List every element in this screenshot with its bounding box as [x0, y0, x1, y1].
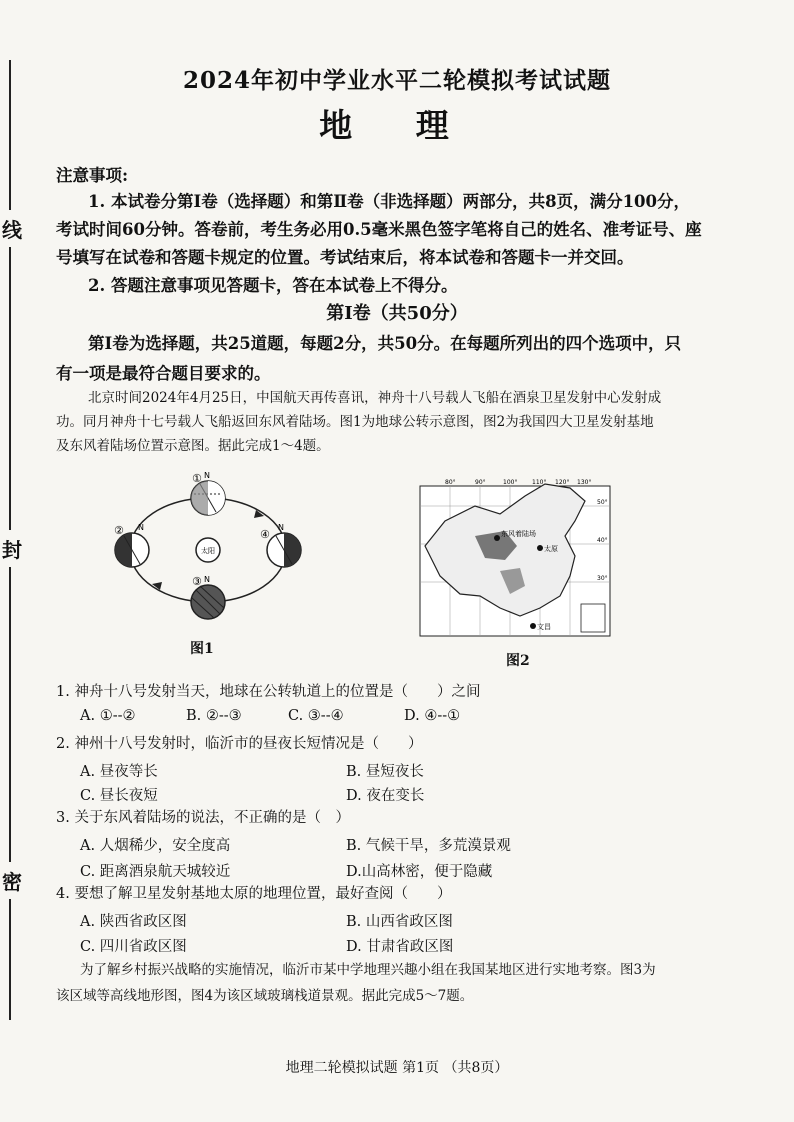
q2-option-d[interactable]: D. 夜在变长: [346, 788, 425, 804]
q1-option-d[interactable]: D. ④--①: [404, 708, 461, 724]
lon-label: 100°: [503, 479, 518, 486]
section1-heading: 第Ⅰ卷（共50分）: [326, 303, 468, 324]
margin-char-mi: 密: [2, 862, 22, 899]
q4-option-c[interactable]: C. 四川省政区图: [80, 939, 187, 955]
lon-label: 120°: [555, 479, 570, 486]
lon-label: 110°: [532, 479, 547, 486]
q4-option-a[interactable]: A. 陕西省政区图: [80, 914, 187, 930]
page-footer: 地理二轮模拟试题 第1页 （共8页）: [285, 1060, 509, 1076]
wenchang-label: 文昌: [537, 623, 551, 631]
margin-char-feng: 封: [2, 530, 22, 567]
sun-label: 太阳: [201, 547, 215, 555]
q2-option-b[interactable]: B. 昼短夜长: [346, 764, 424, 780]
earth-label-2: ②: [114, 524, 124, 537]
intro1-line1: 北京时间2024年4月25日，中国航天再传喜讯，神舟十八号载人飞船在酒泉卫星发射中心发射成: [88, 390, 662, 406]
wenchang-marker: [530, 623, 536, 629]
q3-option-a[interactable]: A. 人烟稀少，安全度高: [80, 838, 231, 854]
subject-title: 地 理: [319, 106, 475, 145]
lon-label: 80°: [445, 479, 456, 486]
question-3-stem: 3. 关于东风着陆场的说法，不正确的是（ ）: [56, 810, 350, 826]
intro1-line2: 功。同月神舟十七号载人飞船返回东风着陆场。图1为地球公转示意图，图2为我国四大卫星发射基地: [56, 414, 654, 430]
q1-option-c[interactable]: C. ③--④: [288, 708, 344, 724]
lon-label: 130°: [577, 479, 592, 486]
q2-option-c[interactable]: C. 昼长夜短: [80, 788, 158, 804]
notice-item1-line1: 1. 本试卷分第Ⅰ卷（选择题）和第Ⅱ卷（非选择题）两部分，共8页，满分100分，: [88, 192, 691, 211]
q1-option-a[interactable]: A. ①--②: [80, 708, 136, 724]
earth-label-4: ④: [260, 528, 270, 541]
lat-label: 40°: [597, 537, 608, 544]
north-label: N: [204, 471, 210, 480]
q3-option-c[interactable]: C. 距离酒泉航天城较近: [80, 864, 231, 880]
north-label: N: [138, 523, 144, 532]
taiyuan-label: 太原: [544, 545, 558, 553]
south-sea-inset: [581, 604, 605, 632]
figure1-caption: 图1: [190, 641, 214, 657]
earth-label-1: ①: [192, 472, 202, 485]
taiyuan-marker: [537, 545, 543, 551]
figure1-orbit-diagram: [108, 470, 308, 630]
question-4-stem: 4. 要想了解卫星发射基地太原的地理位置，最好查阅（ ）: [56, 886, 452, 902]
q4-option-b[interactable]: B. 山西省政区图: [346, 914, 453, 930]
earth-position-3: [191, 575, 225, 619]
q1-option-b[interactable]: B. ②--③: [186, 708, 242, 724]
notice-item1-line2: 考试时间60分钟。答卷前，考生务必用0.5毫米黑色签字笔将自己的姓名、准考证号、座: [56, 220, 702, 239]
q3-option-d[interactable]: D.山高林密，便于隐藏: [346, 864, 493, 880]
lat-label: 50°: [597, 499, 608, 506]
intro1-line3: 及东风着陆场位置示意图。据此完成1～4题。: [56, 438, 330, 454]
notice-item2: 2. 答题注意事项见答题卡，答在本试卷上不得分。: [88, 276, 458, 295]
earth-position-1: [191, 471, 225, 515]
figure2-caption: 图2: [506, 653, 530, 669]
intro2-line1: 为了解乡村振兴战略的实施情况，临沂市某中学地理兴趣小组在我国某地区进行实地考察。图3为: [80, 962, 656, 978]
question-1-stem: 1. 神舟十八号发射当天，地球在公转轨道上的位置是（ ）之间: [56, 684, 481, 700]
q2-option-a[interactable]: A. 昼夜等长: [80, 764, 158, 780]
landing-site-label: 东风着陆场: [501, 530, 536, 538]
question-2-stem: 2. 神州十八号发射时，临沂市的昼夜长短情况是（ ）: [56, 736, 423, 752]
notice-heading: 注意事项:: [56, 166, 129, 185]
landing-site-marker: [494, 535, 500, 541]
earth-position-2: [114, 523, 149, 567]
section1-desc-line2: 有一项是最符合题目要求的。: [56, 364, 271, 383]
q4-option-d[interactable]: D. 甘肃省政区图: [346, 939, 454, 955]
margin-char-xian: 线: [2, 210, 22, 247]
lon-label: 90°: [475, 479, 486, 486]
earth-label-3: ③: [192, 575, 202, 588]
north-label: N: [204, 575, 210, 584]
north-label: N: [278, 523, 284, 532]
earth-position-4: [260, 523, 301, 567]
section1-desc-line1: 第Ⅰ卷为选择题，共25道题，每题2分，共50分。在每题所列出的四个选项中，只: [88, 334, 682, 353]
intro2-line2: 该区域等高线地形图，图4为该区域玻璃栈道景观。据此完成5～7题。: [56, 988, 474, 1004]
q3-option-b[interactable]: B. 气候干旱，多荒漠景观: [346, 838, 511, 854]
lat-label: 30°: [597, 575, 608, 582]
exam-title: 2024年初中学业水平二轮模拟考试试题: [182, 67, 611, 94]
notice-item1-line3: 号填写在试卷和答题卡规定的位置。考试结束后，将本试卷和答题卡一并交回。: [56, 248, 634, 267]
figure2-china-map: [405, 476, 625, 646]
